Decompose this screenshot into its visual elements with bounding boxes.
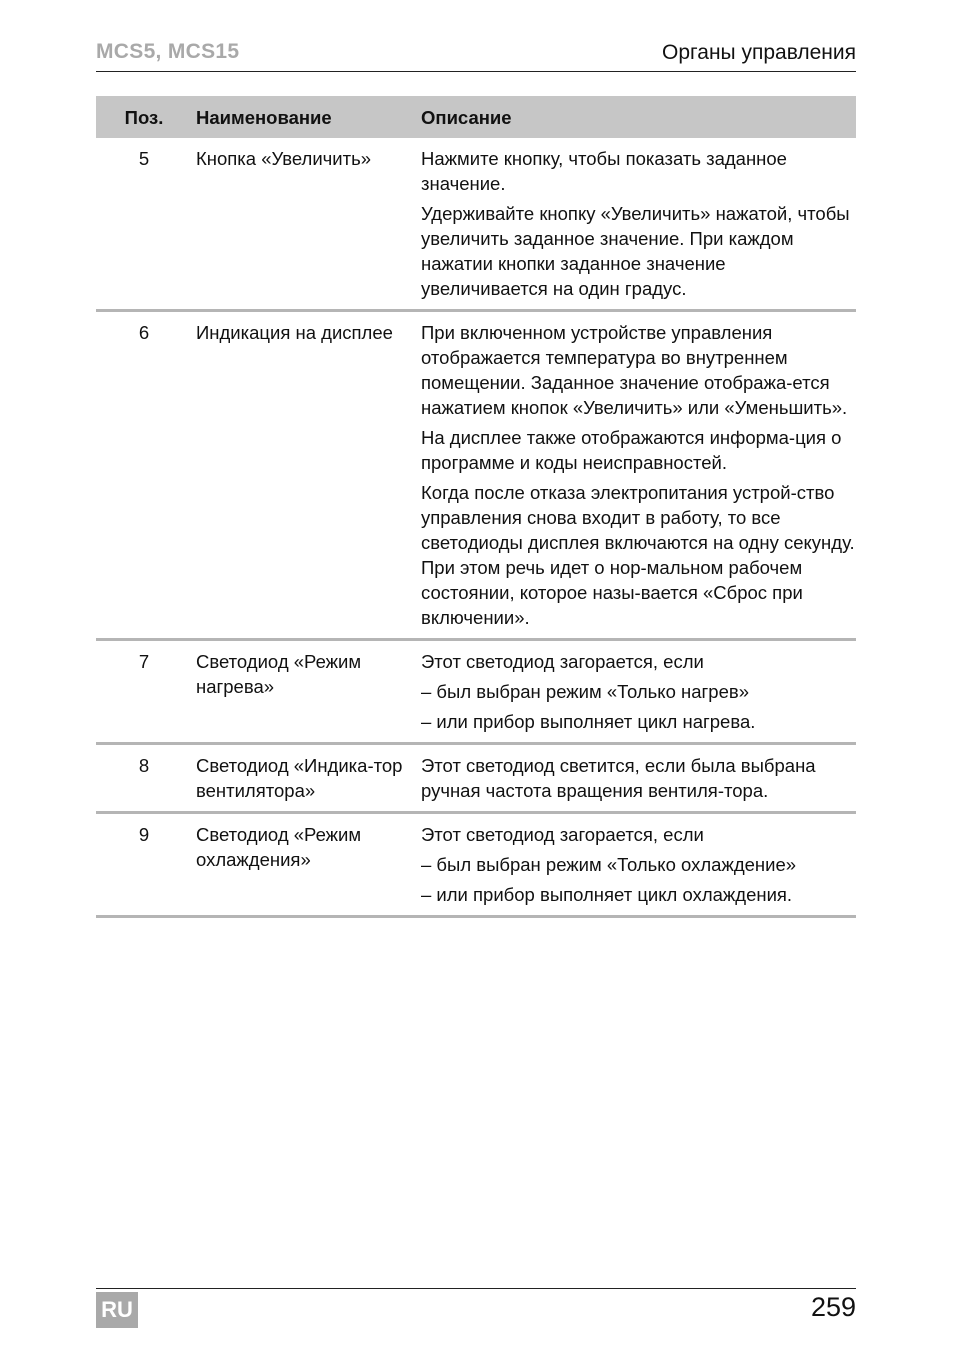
row-description bbox=[417, 311, 856, 640]
controls-table bbox=[96, 96, 856, 918]
description-paragraph: Этот светодиод светится, если была выбрана ручная частота вращения вентиля-тора. bbox=[421, 755, 816, 801]
row-name: Светодиод «Режим охлаждения» bbox=[192, 813, 417, 917]
table-row bbox=[96, 813, 856, 917]
column-header-position: Поз. bbox=[96, 96, 192, 138]
table-row bbox=[96, 311, 856, 640]
language-badge: RU bbox=[96, 1292, 138, 1328]
table-row bbox=[96, 138, 856, 311]
description-paragraph: Этот светодиод загорается, если bbox=[421, 651, 704, 672]
page-number: 259 bbox=[810, 1292, 856, 1322]
description-list-item: – или прибор выполняет цикл охлаждения. bbox=[421, 884, 793, 905]
table-header-row bbox=[96, 96, 856, 138]
section-title: Органы управления bbox=[662, 41, 856, 64]
column-header-description: Описание bbox=[417, 96, 856, 138]
description-paragraph: При включенном устройстве управления отображается температура во внутреннем помещении. Заданное значение отобража-ется нажатием кнопок «Увеличить» или «Уменьшить». bbox=[421, 322, 848, 418]
row-description bbox=[417, 640, 856, 744]
description-paragraph: Этот светодиод загорается, если bbox=[421, 824, 704, 845]
footer-divider bbox=[96, 1288, 856, 1289]
row-position: 9 bbox=[96, 813, 192, 917]
row-description bbox=[417, 138, 856, 311]
row-name: Индикация на дисплее bbox=[192, 311, 417, 640]
row-description bbox=[417, 744, 856, 813]
row-description bbox=[417, 813, 856, 917]
row-name: Светодиод «Индика-тор вентилятора» bbox=[192, 744, 417, 813]
description-paragraph: Нажмите кнопку, чтобы показать заданное значение. bbox=[421, 148, 787, 194]
row-position: 5 bbox=[96, 138, 192, 311]
table-row bbox=[96, 744, 856, 813]
description-paragraph: Когда после отказа электропитания устрой-ство управления снова входит в работу, то все светодиоды дисплея включаются на одну секунду. При этом речь идет о нор-мальном рабочем состоянии, которое назы-вается «Сброс при включении». bbox=[421, 482, 855, 628]
row-position: 8 bbox=[96, 744, 192, 813]
table-row bbox=[96, 640, 856, 744]
description-paragraph: Удерживайте кнопку «Увеличить» нажатой, чтобы увеличить заданное значение. При каждом нажатии кнопки заданное значение увеличивается на один градус. bbox=[421, 203, 850, 299]
description-list-item: – был выбран режим «Только охлаждение» bbox=[421, 854, 797, 875]
row-position: 6 bbox=[96, 311, 192, 640]
row-position: 7 bbox=[96, 640, 192, 744]
header-divider bbox=[96, 71, 856, 72]
document-model-title: MCS5, MCS15 bbox=[96, 40, 240, 63]
description-list-item: – или прибор выполняет цикл нагрева. bbox=[421, 711, 756, 732]
description-list-item: – был выбран режим «Только нагрев» bbox=[421, 681, 749, 702]
row-name: Кнопка «Увеличить» bbox=[192, 138, 417, 311]
description-paragraph: На дисплее также отображаются информа-ция о программе и коды неисправностей. bbox=[421, 427, 842, 473]
column-header-name: Наименование bbox=[192, 96, 417, 138]
row-name: Светодиод «Режим нагрева» bbox=[192, 640, 417, 744]
